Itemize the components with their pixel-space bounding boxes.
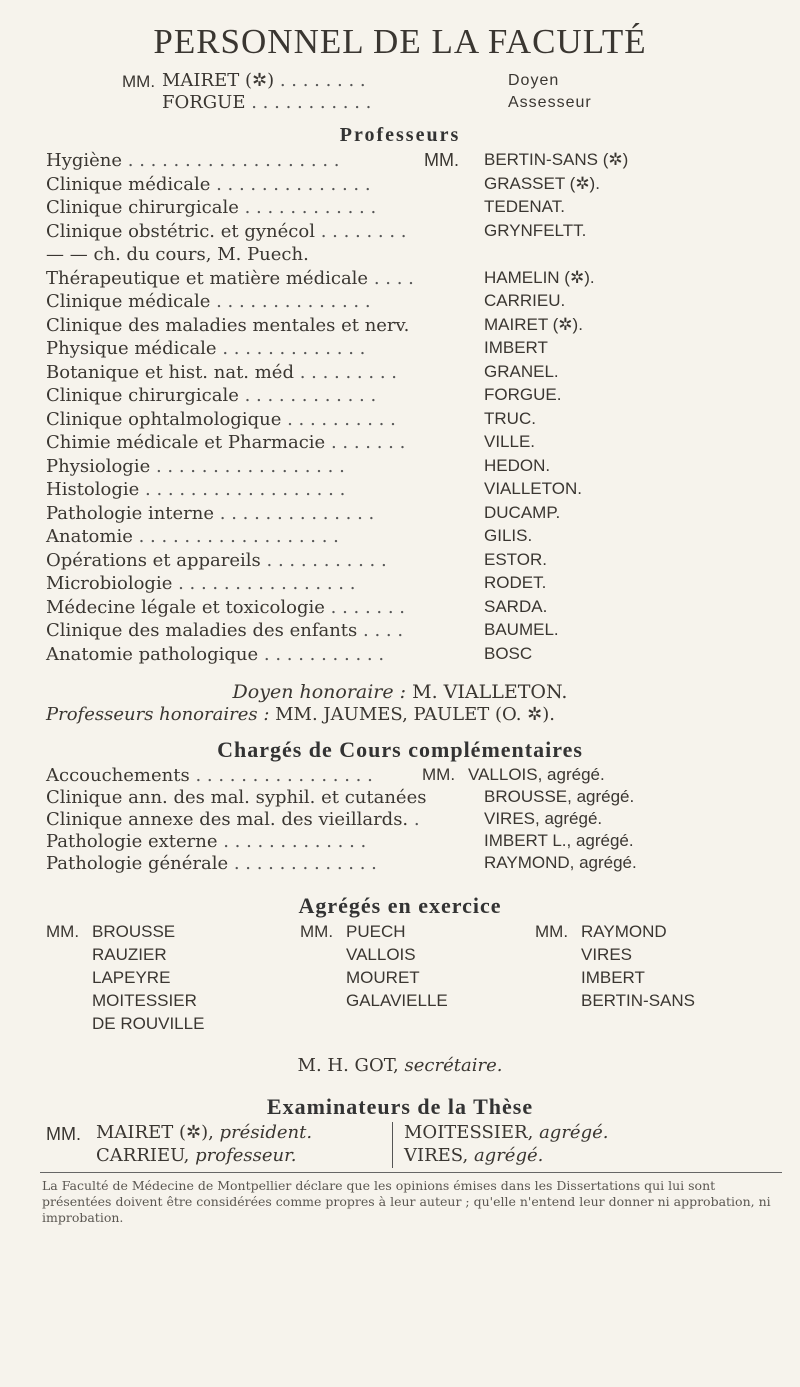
secretaire-role: secrétaire. [404,1055,503,1076]
professeur-dots: . . . . . . . . . . . . . [222,338,366,359]
professeur-name: GRYNFELTT. [484,221,587,240]
professeur-row [46,291,371,312]
professeur-subject: Microbiologie [46,573,173,594]
agreges-prefix: MM. [300,922,334,941]
direction-row-assesseur [162,92,371,113]
charge-subject: Clinique annexe des mal. des vieillards. [46,809,409,830]
professeur-row [46,550,387,571]
professeur-row [46,221,407,242]
charge-row [46,831,366,852]
examinateur-left-2 [96,1145,296,1166]
doyen-dots: . . . . . . . . [279,70,366,91]
professeur-subject: Chimie médicale et Pharmacie [46,432,326,453]
prof-honoraires-value: MM. JAUMES, PAULET (O. ✲). [275,704,555,725]
professeur-dots: . . . . . . . . . . . . [244,385,377,406]
professeur-row [46,315,409,336]
charge-row [46,787,426,808]
agrege-name: BROUSSE [92,922,176,941]
charge-dots: . . . . . . . . . . . . . [233,853,377,874]
professeur-name: TEDENAT. [484,197,565,216]
professeur-subject: Clinique médicale [46,174,211,195]
professeur-name: BERTIN-SANS (✲) [484,150,629,169]
professeur-subject: — — ch. du cours, M. Puech. [46,244,309,265]
professeur-subject: Histologie [46,479,140,500]
professeur-subject: Thérapeutique et matière médicale [46,268,369,289]
professeur-name: MAIRET (✲). [484,315,583,334]
assesseur-name: FORGUE [162,92,246,113]
examinateurs-heading: Examinateurs de la Thèse [266,1094,534,1119]
secretaire [0,1055,800,1076]
professeur-subject: Clinique obstétric. et gynécol [46,221,315,242]
professeur-dots: . . . . . . . . . [299,362,397,383]
professeur-name: GILIS. [484,526,533,545]
agrege-name: RAYMOND [581,922,667,941]
professeur-name: BAUMEL. [484,620,559,639]
professeur-name: CARRIEU. [484,291,566,310]
examinateur-right-1 [404,1122,608,1143]
professeur-name: BOSC [484,644,533,663]
charge-dots: . . . . . . . . . . . . . . . . [195,765,373,786]
examinateur-left-1 [96,1122,312,1143]
charge-name: RAYMOND, agrégé. [484,853,637,872]
assesseur-dots: . . . . . . . . . . . [251,92,372,113]
professeur-row [46,385,376,406]
professeur-name: IMBERT [484,338,548,357]
page-title: PERSONNEL DE LA FACULTÉ [153,22,647,61]
professeur-row [46,244,309,265]
charge-name: BROUSSE, agrégé. [484,787,635,806]
charge-name: IMBERT L., agrégé. [484,831,634,850]
professeur-subject: Clinique chirurgicale [46,385,239,406]
professeur-row [46,338,365,359]
agreges-prefix: MM. [535,922,569,941]
examinateur-role: professeur. [195,1145,297,1166]
professeur-subject: Clinique ophtalmologique [46,409,282,430]
direction-prefix: MM. [122,72,156,91]
direction-row-doyen [162,70,366,91]
examinateur-role: agrégé. [539,1122,609,1143]
professeur-subject: Anatomie pathologique [46,644,259,665]
professeur-subject: Médecine légale et toxicologie [46,597,325,618]
doyen-honoraire-value: M. VIALLETON. [412,681,568,703]
professeur-dots: . . . . . . . . [320,221,407,242]
examinateur-name: CARRIEU, [96,1145,190,1166]
charge-dots: . . . . . . . . . . . . . [223,831,367,852]
professeur-dots: . . . . . . . [330,432,406,453]
professeur-row [46,597,405,618]
charge-row [46,765,373,786]
professeur-dots: . . . . [373,268,414,289]
prof-honoraires-label: Professeurs honoraires : [46,704,270,725]
professeur-name: SARDA. [484,597,548,616]
charge-name: VIRES, agrégé. [484,809,603,828]
agreges-heading: Agrégés en exercice [298,893,502,918]
doyen-role: Doyen [508,72,560,89]
professeur-row [46,573,355,594]
charge-row [46,809,420,830]
doyen-honoraire-label: Doyen honoraire : [232,681,407,703]
charge-subject: Accouchements [46,765,190,786]
professeur-name: FORGUE. [484,385,562,404]
professeur-row [46,479,345,500]
professeur-row [46,150,339,171]
professeur-row [46,268,414,289]
charge-row [46,853,377,874]
professeur-subject: Physique médicale [46,338,217,359]
agrege-name: BERTIN-SANS [581,991,695,1010]
professeur-name: DUCAMP. [484,503,561,522]
charge-subject: Clinique ann. des mal. syphil. et cutanées [46,787,427,808]
professeur-row [46,362,397,383]
professeur-dots: . . . . . . . [330,597,406,618]
professeurs-heading: Professeurs [339,124,461,146]
agreges-prefix: MM. [46,922,80,941]
agrege-name: VALLOIS [346,945,416,964]
charges-mm: MM. [422,765,456,784]
examinateurs-divider [392,1122,393,1168]
professeurs-honoraires [46,704,555,725]
agrege-name: LAPEYRE [92,968,171,987]
charge-name: VALLOIS, agrégé. [468,765,605,784]
examinateur-right-2 [404,1145,543,1166]
professeur-dots: . . . . . . . . . . . . . . . . . . . [127,150,340,171]
charge-dots: . [413,809,420,830]
examinateur-name: MOITESSIER, [404,1122,534,1143]
doyen-name: MAIRET (✲) [162,70,275,91]
professeur-subject: Hygiène [46,150,123,171]
professeur-subject: Pathologie interne [46,503,215,524]
professeur-name: HEDON. [484,456,551,475]
agrege-name: VIRES [581,945,633,964]
professeur-subject: Botanique et hist. nat. méd [46,362,294,383]
professeur-row [46,409,396,430]
agrege-name: MOITESSIER [92,991,197,1010]
agrege-name: GALAVIELLE [346,991,448,1010]
professeur-dots: . . . . [363,620,404,641]
assesseur-role: Assesseur [508,94,592,111]
professeur-dots: . . . . . . . . . . . . . . . . . [155,456,345,477]
professeur-row [46,526,339,547]
professeur-dots: . . . . . . . . . . . . . . . . . . [145,479,346,500]
professeur-row [46,174,371,195]
professeur-subject: Clinique médicale [46,291,211,312]
professeur-dots: . . . . . . . . . . . . . . [216,174,371,195]
professeur-row [46,644,384,665]
professeur-dots: . . . . . . . . . . . [266,550,387,571]
professeur-name: VILLE. [484,432,536,451]
professeur-dots: . . . . . . . . . . [287,409,396,430]
professeur-subject: Physiologie [46,456,151,477]
examinateur-role: président. [219,1122,313,1143]
agreges-column [581,920,695,1012]
professeurs-mm: MM. [424,150,459,170]
professeur-name: TRUC. [484,409,536,428]
agrege-name: RAUZIER [92,945,167,964]
professeur-dots: . . . . . . . . . . . . . . [216,291,371,312]
professeur-subject: Clinique chirurgicale [46,197,239,218]
examinateurs-mm: MM. [46,1124,81,1144]
professeur-name: GRASSET (✲). [484,174,600,193]
professeur-dots: . . . . . . . . . . . . . . [219,503,375,524]
professeur-subject: Anatomie [46,526,133,547]
professeur-row [46,620,403,641]
doyen-honoraire [0,681,800,703]
agrege-name: MOURET [346,968,420,987]
professeur-dots: . . . . . . . . . . . [263,644,385,665]
professeur-dots: . . . . . . . . . . . . . . . . . . [138,526,339,547]
professeur-name: VIALLETON. [484,479,582,498]
agreges-column [92,920,204,1035]
examinateur-name: VIRES, [404,1145,469,1166]
examinateur-role: agrégé. [473,1145,544,1166]
disclaimer-notice: La Faculté de Médecine de Montpellier déclare que les opinions émises dans les Dissertations qui lui sont présentées doivent être considérées comme propres à leur auteur ; qu'elle n'entend leur donner ni approbation, ni improbation. [42,1178,771,1225]
professeur-row [46,197,376,218]
notice-rule [40,1172,782,1173]
agrege-name: IMBERT [581,968,645,987]
agrege-name: PUECH [346,922,406,941]
charge-subject: Pathologie externe [46,831,218,852]
professeur-subject: Opérations et appareils [46,550,261,571]
agrege-name: DE ROUVILLE [92,1014,205,1033]
professeur-name: RODET. [484,573,547,592]
professeur-dots: . . . . . . . . . . . . . . . . [178,573,356,594]
professeur-row [46,503,374,524]
agreges-column [346,920,448,1012]
charge-subject: Pathologie générale [46,853,229,874]
professeur-row [46,456,345,477]
examinateur-name: MAIRET (✲), [96,1122,214,1143]
professeur-subject: Clinique des maladies des enfants [46,620,358,641]
professeur-row [46,432,405,453]
professeur-dots: . . . . . . . . . . . . [244,197,377,218]
professeur-name: GRANEL. [484,362,559,381]
secretaire-name: M. H. GOT, [297,1055,399,1076]
professeur-subject: Clinique des maladies mentales et nerv. [46,315,410,336]
professeur-name: HAMELIN (✲). [484,268,595,287]
professeur-name: ESTOR. [484,550,547,569]
charges-heading: Chargés de Cours complémentaires [217,737,583,762]
